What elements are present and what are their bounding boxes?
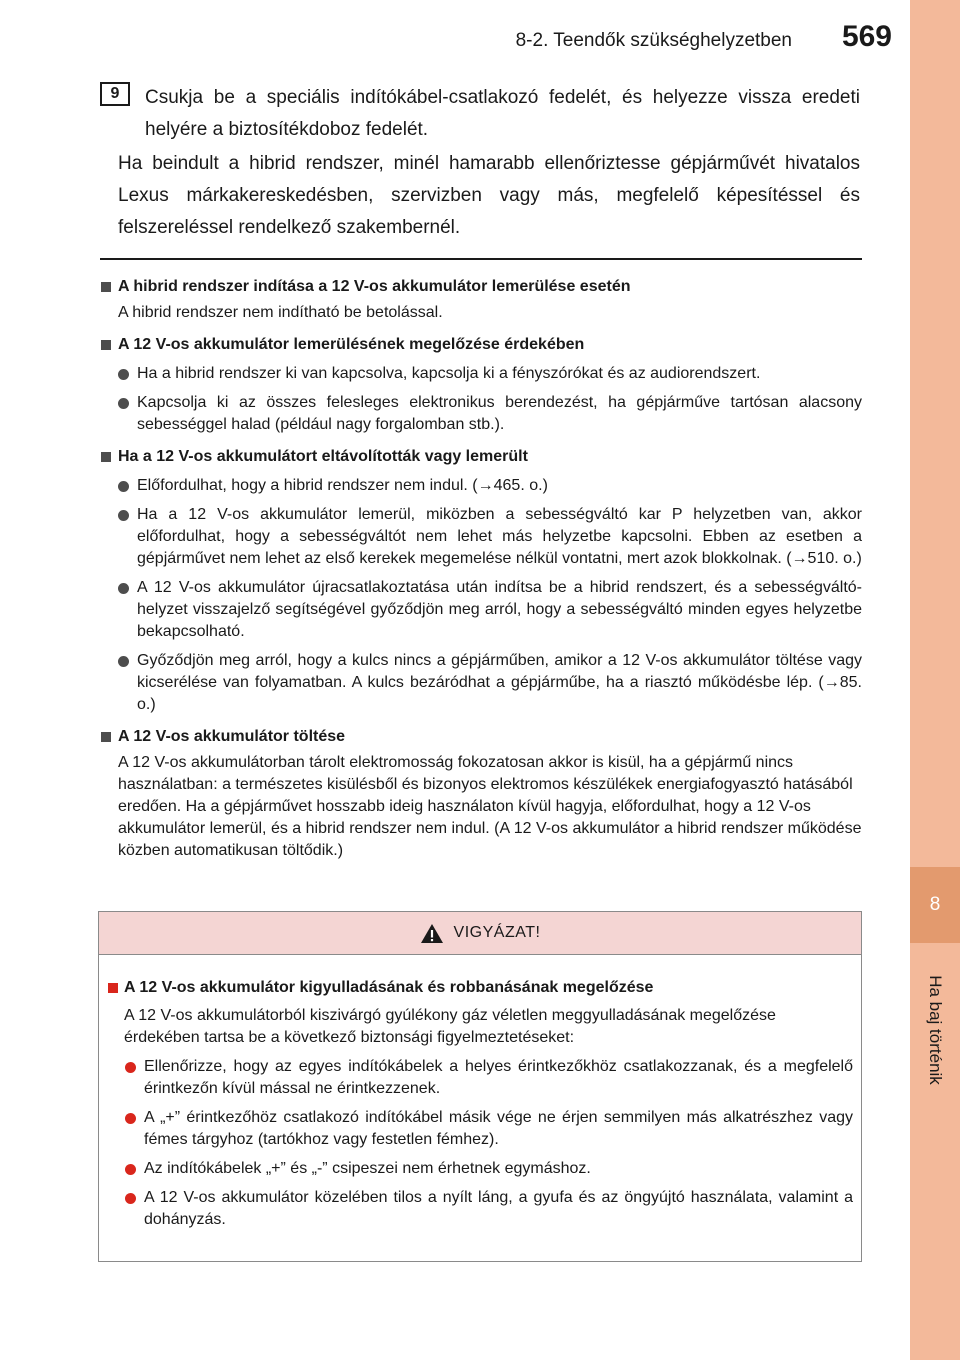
warning-item: A 12 V-os akkumulátor közelében tilos a nyílt láng, a gyufa és az öngyújtó használata, valamint a dohányzás. [107, 1187, 853, 1231]
square-bullet-icon [101, 282, 111, 292]
list-item: Előfordulhat, hogy a hibrid rendszer nem indul. (→465. o.) [100, 475, 862, 497]
section-body: A 12 V-os akkumulátorban tárolt elektromosság fokozatosan akkor is kisül, ha a gépjármű nincs használatban: a természetes kisülésből és bizonyos elektromos készülékek energiafogyasztó hatásából eredően. Ha a gépjárművet hosszabb ideig használaton kívül hagyja, előfordulhat, hogy a 12 V-os akkumulátor lemerül, és a hibrid rendszer nem indul. (A 12 V-os akkumulátor a hibrid rendszer működése közben automatikusan töltődik.) [118, 754, 862, 859]
round-bullet-icon [125, 1113, 136, 1124]
section-body: A hibrid rendszer nem indítható be betolással. [118, 304, 443, 321]
warning-content [99, 955, 861, 1231]
notes-section [100, 272, 862, 862]
warning-title: A 12 V-os akkumulátor kigyulladásának és robbanásának megelőzése [107, 977, 853, 999]
list-item: Ha a hibrid rendszer ki van kapcsolva, kapcsolja ki a fényszórókat és az audiorendszert. [100, 363, 862, 385]
square-bullet-icon [101, 452, 111, 462]
list-item: Győződjön meg arról, hogy a kulcs nincs a gépjárműben, amikor a 12 V-os akkumulátor töltése vagy kicserélése van folyamatban. A kulcs bezáródhat a gépjárműbe, ha a riasztó működésbe lép. (→85. o.) [100, 650, 862, 716]
chapter-number: 8 [910, 867, 960, 943]
list-item: Ha a 12 V-os akkumulátor lemerül, miközben a sebességváltó kar P helyzetben van, akkor előfordulhat, hogy a sebességváltót nem lehet más helyzetbe kapcsolni. Ebben az esetben a gépjárművet nem lehet az első kerekek megemelése nélkül vontatni, mert azok blokkolnak. (→510. o.) [100, 504, 862, 570]
section-title: A 12 V-os akkumulátor töltése [100, 726, 862, 748]
round-bullet-icon [125, 1062, 136, 1073]
step-text: Csukja be a speciális indítókábel-csatlakozó fedelét, és helyezze vissza eredeti helyére a biztosítékdoboz fedelét. [145, 87, 860, 140]
square-bullet-icon [108, 983, 118, 993]
warning-heading: VIGYÁZAT! [453, 924, 541, 941]
warning-header [99, 912, 861, 955]
warning-item: A „+” érintkezőhöz csatlakozó indítókábel másik vége ne érjen semmilyen más alkatrészhez vagy fémes tárgyhoz (tartókhoz vagy festetlen fémhez). [107, 1107, 853, 1151]
warning-box [98, 911, 862, 1262]
section-title: A 12 V-os akkumulátor lemerülésének megelőzése érdekében [100, 334, 862, 356]
warning-item: Az indítókábelek „+” és „-” csipeszei nem érhetnek egymáshoz. [107, 1158, 853, 1180]
side-tab [910, 0, 960, 1360]
warning-intro: A 12 V-os akkumulátorból kiszivárgó gyúlékony gáz véletlen meggyulladásának megelőzése érdekében tartsa be a következő biztonsági figyelmeztetéseket: [124, 1007, 776, 1046]
warning-item: Ellenőrizze, hogy az egyes indítókábelek a helyes érintkezőkhöz csatlakozzanak, és a megfelelő érintkezőn kívül mással ne érintkezzenek. [107, 1056, 853, 1100]
round-bullet-icon [118, 656, 129, 667]
step-block [100, 82, 860, 244]
round-bullet-icon [118, 510, 129, 521]
section-header: 8-2. Teendők szükséghelyzetben [515, 30, 792, 51]
round-bullet-icon [118, 398, 129, 409]
round-bullet-icon [118, 481, 129, 492]
divider [100, 258, 862, 260]
round-bullet-icon [125, 1164, 136, 1175]
square-bullet-icon [101, 732, 111, 742]
warning-triangle-icon [420, 923, 444, 944]
chapter-title: Ha baj történik [926, 975, 945, 1085]
list-item: Kapcsolja ki az összes felesleges elektronikus berendezést, ha gépjárműve tartósan alacsony sebességgel halad (például nagy forgalomban stb.). [100, 392, 862, 436]
step-note: Ha beindult a hibrid rendszer, minél hamarabb ellenőriztesse gépjárművét hivatalos Lexus márkakereskedésben, szervizben vagy más, megfelelő képesítéssel és felszereléssel rendelkező szakembernél. [118, 153, 860, 238]
round-bullet-icon [118, 583, 129, 594]
section-title: A hibrid rendszer indítása a 12 V-os akkumulátor lemerülése esetén [100, 276, 862, 298]
step-number-badge: 9 [100, 82, 130, 106]
square-bullet-icon [101, 340, 111, 350]
list-item: A 12 V-os akkumulátor újracsatlakoztatása után indítsa be a hibrid rendszert, és a sebességváltó-helyzet visszajelző segítségével győződjön meg arról, hogy a sebességváltó minden egyes helyzetbe bekapcsolható. [100, 577, 862, 643]
page-number: 569 [841, 20, 892, 53]
section-title: Ha a 12 V-os akkumulátort eltávolították vagy lemerült [100, 446, 862, 468]
round-bullet-icon [118, 369, 129, 380]
round-bullet-icon [125, 1193, 136, 1204]
